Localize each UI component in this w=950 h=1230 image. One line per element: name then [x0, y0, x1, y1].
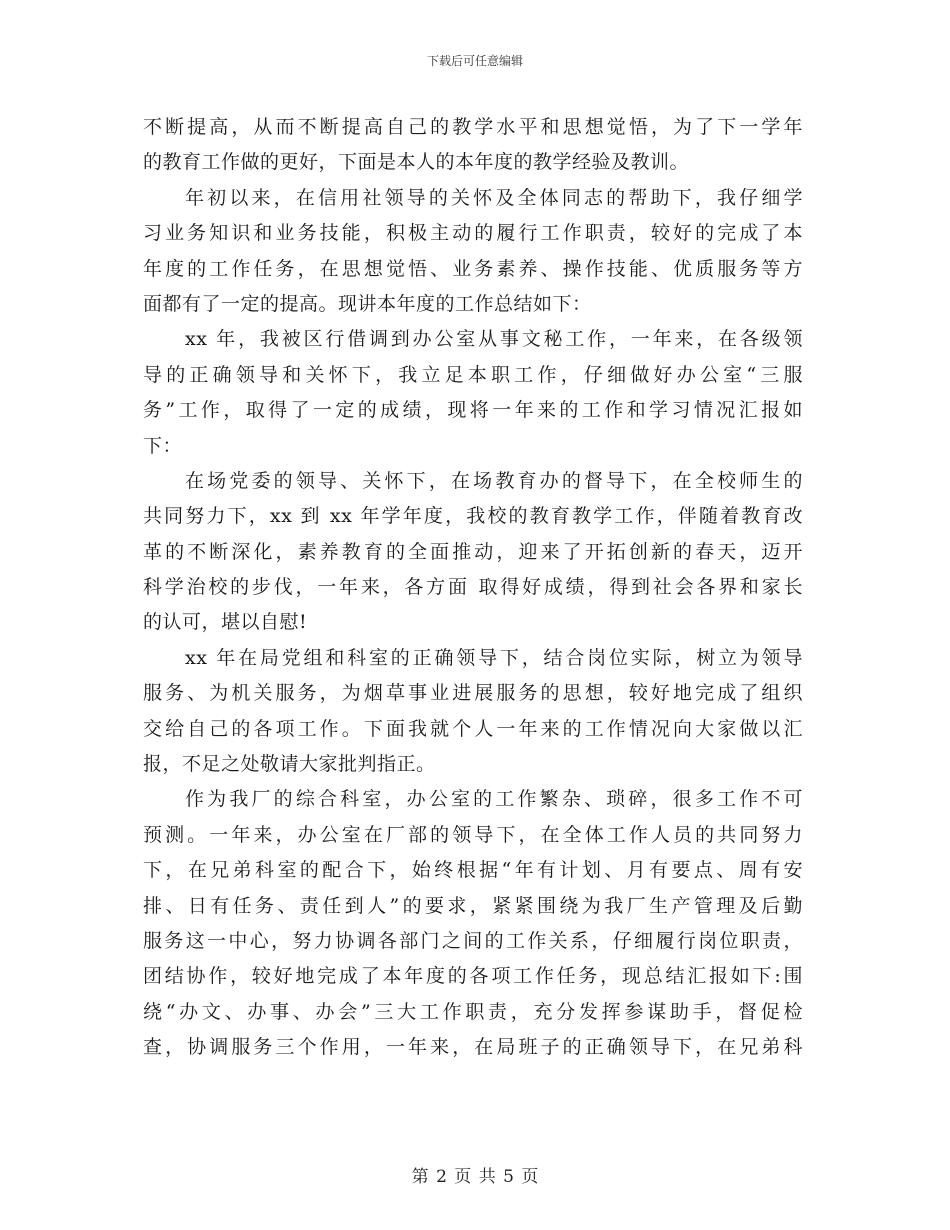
- paragraph: [143, 782, 803, 1065]
- paragraph: [143, 322, 803, 464]
- text-line: 习业务知识和业务技能，积极主动的履行工作职责，较好的完成了本: [143, 222, 803, 245]
- text-line: 的教育工作做的更好，下面是本人的本年度的教学经验及教训。: [143, 151, 690, 174]
- text-line: xx 年在局党组和科室的正确领导下，结合岗位实际，树立为领导: [185, 646, 803, 669]
- text-line: 年度的工作任务，在思想觉悟、业务素养、操作技能、优质服务等方: [143, 257, 803, 280]
- paragraph: [143, 641, 803, 783]
- text-line: 务”工作，取得了一定的成绩，现将一年来的工作和学习情况汇报如: [143, 399, 803, 422]
- text-line: 年初以来，在信用社领导的关怀及全体同志的帮助下，我仔细学: [185, 186, 803, 209]
- text-line: 团结协作，较好地完成了本年度的各项工作任务，现总结汇报如下:围: [143, 965, 803, 988]
- text-line: 交给自己的各项工作。下面我就个人一年来的工作情况向大家做以汇: [143, 717, 803, 740]
- text-line: 在场党委的领导、关怀下，在场教育办的督导下，在全校师生的: [185, 469, 803, 492]
- text-line: 面都有了一定的提高。现讲本年度的工作总结如下：: [143, 292, 592, 315]
- text-line: 革的不断深化，素养教育的全面推动，迎来了开拓创新的春天，迈开: [143, 540, 803, 563]
- page-header: 下载后可任意编辑: [426, 54, 523, 68]
- text-line: 不断提高，从而不断提高自己的教学水平和思想觉悟，为了下一学年: [143, 116, 803, 138]
- text-line: 绕“办文、办事、办会”三大工作职责，充分发挥参谋助手，督促检: [143, 1000, 803, 1023]
- text-line: 预测。一年来，办公室在厂部的领导下，在全体工作人员的共同努力: [143, 823, 803, 846]
- paragraph: [143, 181, 803, 323]
- page-number-footer: 第 2 页 共 5 页: [411, 1167, 539, 1187]
- text-line: 共同努力下，xx 到 xx 年学年度，我校的教育教学工作，伴随着教育改: [143, 505, 803, 528]
- document-body: [143, 110, 803, 1066]
- text-line: 服务、为机关服务，为烟草事业进展服务的思想，较好地完成了组织: [143, 682, 803, 705]
- text-line: 报，不足之处敬请大家批判指正。: [143, 753, 436, 776]
- paragraph: [143, 110, 803, 181]
- paragraph: [143, 464, 803, 641]
- text-line: xx 年，我被区行借调到办公室从事文秘工作，一年来，在各级领: [185, 328, 803, 351]
- text-line: 的认可，堪以自慰!: [143, 611, 308, 634]
- text-line: 排、日有任务、责任到人”的要求，紧紧围绕为我厂生产管理及后勤: [143, 894, 803, 917]
- text-line: 作为我厂的综合科室，办公室的工作繁杂、琐碎，很多工作不可: [185, 788, 803, 811]
- text-line: 服务这一中心，努力协调各部门之间的工作关系，仔细履行岗位职责，: [143, 929, 803, 952]
- text-line: 科学治校的步伐，一年来，各方面 取得好成绩，得到社会各界和家长: [143, 576, 803, 599]
- text-line: 下：: [143, 434, 183, 457]
- text-line: 导的正确领导和关怀下，我立足本职工作，仔细做好办公室“三服: [143, 363, 803, 386]
- text-line: 下，在兄弟科室的配合下，始终根据“年有计划、月有要点、周有安: [143, 859, 803, 882]
- text-line: 查，协调服务三个作用，一年来，在局班子的正确领导下，在兄弟科: [143, 1036, 803, 1059]
